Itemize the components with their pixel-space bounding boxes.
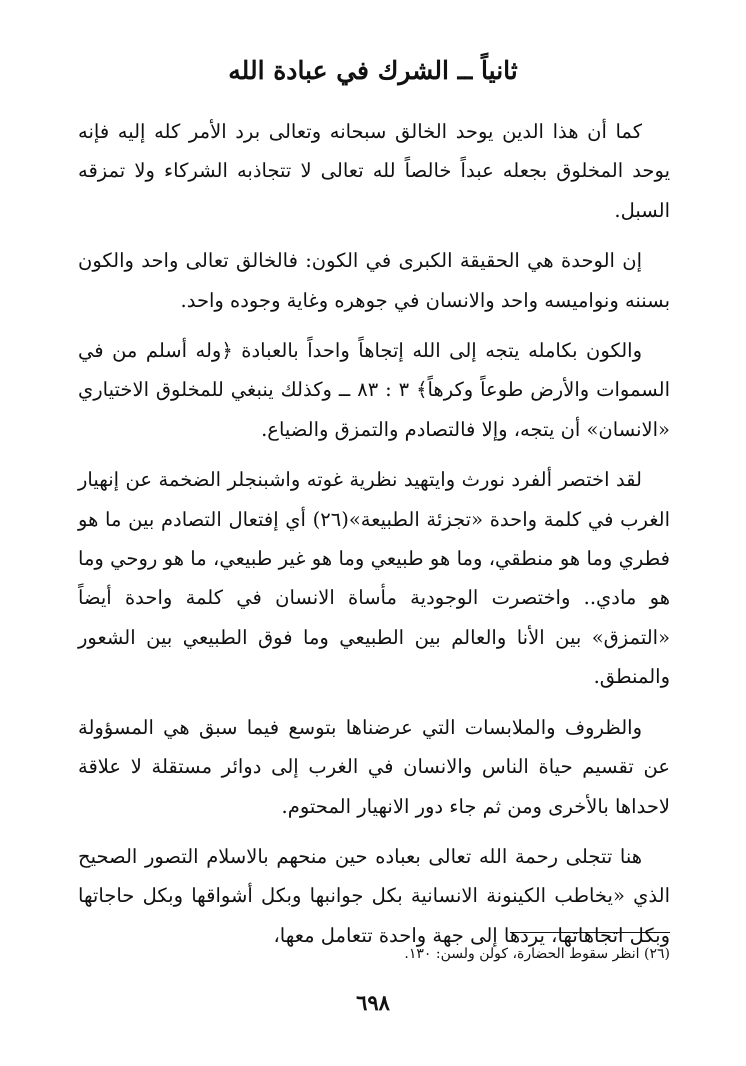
paragraph-4: لقد اختصر ألفرد نورث وايتهيد نظرية غوته واشبنجلر الضخمة عن إنهيار الغرب في كلمة واحدة «تجزئة الطبيعة»(٢٦) أي إفتعال التصادم بين ما هو فطري وما هو منطقي، وما هو طبيعي وما هو غير طبيعي، ما هو روحي وما هو مادي.. واختصرت الوجودية مأساة الانسان في كلمة واحدة أيضاً «التمزق» بين الأنا والعالم بين الطبيعي وما فوق الطبيعي بين الشعور والمنطق. <box>78 468 670 689</box>
footnote-divider <box>510 932 670 933</box>
paragraph-3: والكون بكامله يتجه إلى الله إتجاهاً واحداً بالعبادة ﴿وله أسلم من في السموات والأرض طوعاً وكرهاً﴾ ٣ : ٨٣ ــ وكذلك ينبغي للمخلوق الاختياري «الانسان» أن يتجه، وإلا فالتصادم والتمزق والضياع. <box>78 339 671 441</box>
page-number: ٦٩٨ <box>356 990 390 1015</box>
paragraph-5: والظروف والملابسات التي عرضناها بتوسع فيما سبق هي المسؤولة عن تقسيم حياة الناس والانسان في الغرب إلى دوائر مستقلة لا علاقة لاحداها بالأخرى ومن ثم جاء دور الانهيار المحتوم. <box>78 715 670 818</box>
paragraph-2: إن الوحدة هي الحقيقة الكبرى في الكون: فالخالق تعالى واحد والكون بسننه ونواميسه واحد والانسان في جوهره وغاية وجوده واحد. <box>78 249 670 312</box>
paragraph-6: هنا تتجلى رحمة الله تعالى بعباده حين منحهم بالاسلام التصور الصحيح الذي «يخاطب الكينونة الانسانية بكل جوانبها وبكل أشواقها وبكل حاجاتها وبكل اتجاهاتها، يردها إلى جهة واحدة تتعامل معها، <box>78 844 670 947</box>
paragraph-1: كما أن هذا الدين يوحد الخالق سبحانه وتعالى برد الأمر كله إليه فإنه يوحد المخلوق بجعله عبداً خالصاً لله تعالى لا تتجاذبه الشركاء ولا تمزقه السبل. <box>78 120 670 222</box>
page-heading: ثانياً ــ الشرك في عبادة الله <box>228 56 518 85</box>
footnote: (٢٦) انظر سقوط الحضارة، كولن ولسن: ١٣٠. <box>404 946 670 962</box>
body-text <box>78 112 670 966</box>
